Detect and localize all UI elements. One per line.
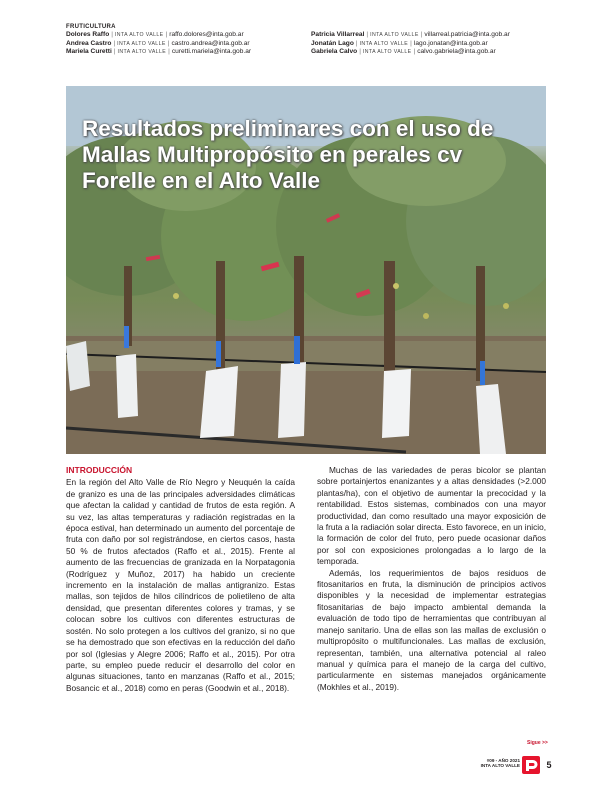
text-column-left [66, 465, 295, 694]
paragraph: Muchas de las variedades de peras bicolor se plantan sobre portainjertos enanizantes y a altas densidades (>2.000 plantas/ha), con el objetivo de aumentar la precocidad y la rentabilidad. Estos sistemas, combinados con una mayor productividad, dan como resultado una mayor exposición de la fruta a la radiación solar directa. Esto favorece, en un inicio, la formación de color del fruto, pero puede ocasionar daños por sol con exposiciones prolongadas a lo largo de la temporada. [317, 465, 546, 567]
section-heading-introduccion: INTRODUCCIÓN [66, 465, 133, 475]
author-entry: Dolores Raffo | INTA ALTO VALLE | raffo.dolores@inta.gob.ar [66, 31, 244, 38]
author-name: Mariela Curetti [66, 48, 112, 56]
magazine-logo-icon [522, 756, 540, 774]
author-org: INTA ALTO VALLE [117, 49, 167, 56]
authors-right [311, 31, 510, 57]
issue-badge [480, 758, 520, 769]
author-org: INTA ALTO VALLE [117, 40, 166, 47]
author-entry: Andrea Castro | INTA ALTO VALLE | castro.andrea@inta.gob.ar [66, 39, 250, 47]
orchard-photo [66, 86, 546, 454]
author-org: INTA ALTO VALLE [362, 49, 412, 56]
magazine-name: INTA ALTO VALLE [480, 763, 520, 769]
author-name: Andrea Castro [66, 39, 112, 47]
continues-indicator: Sigue >> [527, 740, 548, 746]
author-org: INTA ALTO VALLE [370, 32, 419, 38]
page-footer [470, 750, 550, 778]
author-email[interactable]: curetti.mariela@inta.gob.ar [171, 48, 252, 56]
authors-left [66, 31, 251, 57]
author-name: Patricia Villarreal [311, 31, 365, 38]
author-email[interactable]: villarreal.patricia@inta.gob.ar [424, 31, 510, 38]
section-label: FRUTICULTURA [66, 24, 116, 30]
author-email[interactable]: raffo.dolores@inta.gob.ar [169, 31, 244, 38]
text-column-right [317, 465, 546, 693]
author-name: Dolores Raffo [66, 31, 110, 38]
author-email[interactable]: lago.jonatan@inta.gob.ar [413, 39, 488, 47]
author-entry: Mariela Curetti | INTA ALTO VALLE | curetti.mariela@inta.gob.ar [66, 48, 252, 56]
paragraph: En la región del Alto Valle de Río Negro y Neuquén la caída de granizo es una de las principales adversidades climáticas que afectan la calidad y cantidad de frutos de esta región. A su vez, las altas temperaturas y radiación registradas en la época estival, han determinado un aumento del porcentaje de fruta con daño por sol registrándose, en ciertos casos, hasta 50 % de frutos afectados (Raffo et al., 2015). Frente al aumento de las frecuencias de granizada en la Norpatagonia (Rodríguez y Muñoz, 2017) ha habido un creciente incremento en la instalación de mallas antigranizo. Estas mallas, son tejidos de hilos cilíndricos de polietileno de alta densidad, que presentan diferentes colores y tramas, y se colocan sobre los cultivos con diferentes estructuras de sostén. No solo protegen a los cultivos del granizo, si no que se ha demostrado que son efectivas en la reducción del daño por sol (Iglesias y Alegre 2006; Raffo et al., 2015). Por otra parte, su empleo puede reducir el desarrollo del color en algunas situaciones, tanto en manzanas (Raffo et al., 2015; Bosancic et al., 2018) como en peras (Goodwin et al., 2018). [66, 477, 295, 693]
article-title: Resultados preliminares con el uso de Mallas Multipropósito en perales cv Forelle en el Alto Valle [82, 116, 494, 193]
author-entry: Jonatán Lago | INTA ALTO VALLE | lago.jonatan@inta.gob.ar [311, 39, 488, 47]
author-org: INTA ALTO VALLE [359, 40, 409, 47]
page-number: 5 [546, 760, 552, 770]
author-email[interactable]: calvo.gabriela@inta.gob.ar [417, 48, 496, 56]
author-entry: Patricia Villarreal | INTA ALTO VALLE | villarreal.patricia@inta.gob.ar [311, 31, 510, 38]
author-org: INTA ALTO VALLE [114, 32, 164, 38]
author-name: Jonatán Lago [311, 39, 354, 47]
author-entry: Gabriela Calvo | INTA ALTO VALLE | calvo.gabriela@inta.gob.ar [311, 48, 496, 56]
author-name: Gabriela Calvo [311, 48, 358, 56]
issue-number: #09 - AÑO 2021 [486, 758, 520, 763]
author-email[interactable]: castro.andrea@inta.gob.ar [171, 39, 250, 47]
paragraph: Además, los requerimientos de bajos residuos de fitosanitarios en fruta, la disminución de principios activos disponibles y la necesidad de implementar estrategias fitosanitarias de bajo impacto ambiental demanda la evaluación de todo tipo de herramientas que contribuyan al manejo sanitario. Una de ellas son las mallas de exclusión o multipropósito o multifuncionales. Las mallas de exclusión, representan, también, una alternativa potencial al raleo manual y química para el manejo de la carga del cultivo, particularmente en sistemas manejados orgánicamente (Mokhles et al., 2019). [317, 567, 546, 692]
